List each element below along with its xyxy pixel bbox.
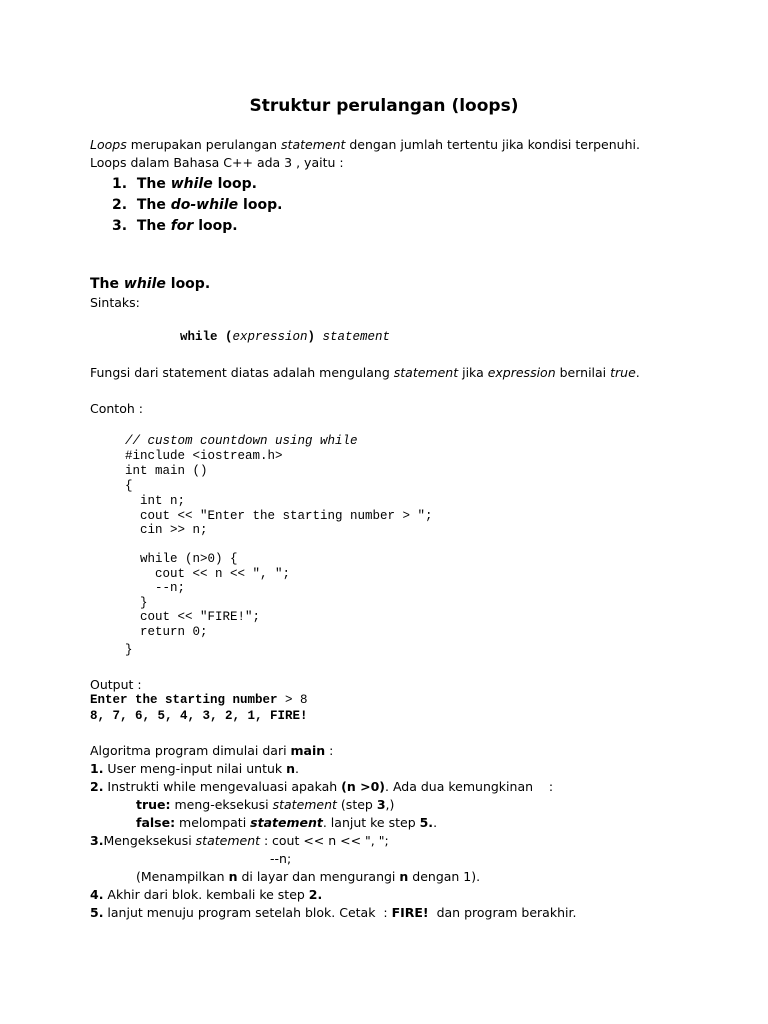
desc-statement-term: statement xyxy=(393,365,459,380)
code-line: } xyxy=(125,643,133,657)
step-text: Akhir dari blok. kembali ke step xyxy=(103,887,309,902)
syntax-label: Sintaks: xyxy=(90,295,140,310)
intro-text-a: merupakan perulangan xyxy=(126,137,282,152)
code-line: cin >> n; xyxy=(125,523,208,537)
loop-list-item-1 xyxy=(112,177,257,191)
algorithm-true-branch xyxy=(136,799,394,812)
step-text: . lanjut ke step xyxy=(322,815,420,830)
code-line: int main () xyxy=(125,464,208,478)
step-ref: 2. xyxy=(308,887,323,902)
algo-main-term: main xyxy=(290,743,326,758)
step-text: (Menampilkan xyxy=(136,869,229,884)
code-line: return 0; xyxy=(125,625,208,639)
output-input: > 8 xyxy=(277,693,308,707)
list-text: The xyxy=(136,176,171,192)
step-condition: (n >0) xyxy=(341,779,386,794)
code-line: while (n>0) { xyxy=(125,552,238,566)
desc-text: bernilai xyxy=(555,365,611,380)
code-line: cout << "FIRE!"; xyxy=(125,610,261,624)
list-number: 2. xyxy=(112,197,128,213)
list-text: loop. xyxy=(212,176,257,192)
step-text: User meng-input nilai untuk xyxy=(103,761,287,776)
code-line: cout << "Enter the starting number > "; xyxy=(125,509,433,523)
step-text: dengan 1). xyxy=(408,869,481,884)
step-var: n xyxy=(228,869,238,884)
list-number: 1. xyxy=(112,176,128,192)
code-line: } xyxy=(125,596,148,610)
algorithm-intro xyxy=(90,745,333,758)
step-text: . xyxy=(433,815,438,830)
heading-text: The xyxy=(90,276,124,292)
list-loop-name: for xyxy=(170,218,194,234)
step-text: ,) xyxy=(385,797,395,812)
step-var: n xyxy=(399,869,409,884)
section-heading xyxy=(90,277,210,291)
step-number: 4. xyxy=(90,887,104,902)
loop-list-item-3 xyxy=(112,219,238,233)
algorithm-step-3-code-2: --n; xyxy=(270,851,292,866)
step-number: 3. xyxy=(90,833,104,848)
output-line-2: 8, 7, 6, 5, 4, 3, 2, 1, FIRE! xyxy=(90,709,308,723)
list-text: loop. xyxy=(238,197,283,213)
heading-text: loop. xyxy=(165,276,211,292)
code-comment: // custom countdown using while xyxy=(125,434,358,448)
example-label: Contoh : xyxy=(90,401,143,416)
syntax-keyword: while ( xyxy=(180,330,233,344)
algorithm-step-3 xyxy=(90,835,268,848)
desc-expression-term: expression xyxy=(487,365,556,380)
step-text: : xyxy=(260,833,269,848)
algo-text: : xyxy=(325,743,334,758)
code-line: --n; xyxy=(125,581,186,595)
page-title: Struktur perulangan (loops) xyxy=(249,96,519,116)
intro-text-b: dengan jumlah tertentu jika kondisi terpenuhi. xyxy=(345,137,640,152)
step-statement-term: statement xyxy=(272,797,337,812)
code-line: #include <iostream.h> xyxy=(125,449,283,463)
code-line: cout << n << ", "; xyxy=(125,567,291,581)
desc-true-term: true xyxy=(610,365,636,380)
syntax-description xyxy=(90,367,640,380)
intro-line-1 xyxy=(90,139,640,152)
list-loop-name: do-while xyxy=(170,197,239,213)
output-label: Output : xyxy=(90,677,142,692)
list-text: The xyxy=(136,218,171,234)
step-number: 1. xyxy=(90,761,104,776)
syntax-line xyxy=(180,331,390,344)
code-line: int n; xyxy=(125,494,186,508)
step-text: lanjut menuju program setelah blok. Cetak : xyxy=(103,905,392,920)
algorithm-step-3-note xyxy=(136,871,480,884)
step-statement-term: statement xyxy=(250,815,323,830)
step-text: Instrukti while mengevaluasi apakah xyxy=(103,779,342,794)
algorithm-step-4 xyxy=(90,889,322,902)
step-text: melompati xyxy=(175,815,251,830)
syntax-statement: statement xyxy=(315,330,391,344)
true-label: true: xyxy=(136,797,171,812)
algo-text: Algoritma program dimulai dari xyxy=(90,743,291,758)
list-text: loop. xyxy=(193,218,238,234)
desc-text: Fungsi dari statement diatas adalah mengulang xyxy=(90,365,394,380)
step-text: di layar dan mengurangi xyxy=(237,869,400,884)
syntax-expression: expression xyxy=(232,330,308,344)
step-ref: 3 xyxy=(376,797,386,812)
algorithm-step-5 xyxy=(90,907,576,920)
step-number: 2. xyxy=(90,779,104,794)
step-text: dan program berakhir. xyxy=(428,905,577,920)
step-text: Mengeksekusi xyxy=(103,833,196,848)
step-var: n xyxy=(286,761,296,776)
list-number: 3. xyxy=(112,218,128,234)
output-prompt: Enter the starting number xyxy=(90,693,278,707)
intro-statement-term: statement xyxy=(281,137,346,152)
algorithm-step-3-code-1: cout << n << ", "; xyxy=(272,833,389,848)
intro-loops-term: Loops xyxy=(90,137,127,152)
false-label: false: xyxy=(136,815,176,830)
step-ref: 5. xyxy=(419,815,434,830)
step-statement-term: statement xyxy=(195,833,261,848)
heading-loop-name: while xyxy=(123,276,166,292)
algorithm-step-2 xyxy=(90,781,553,794)
list-text: The xyxy=(136,197,171,213)
intro-line-2: Loops dalam Bahasa C++ ada 3 , yaitu : xyxy=(90,155,344,170)
code-line: { xyxy=(125,479,133,493)
step-text: . Ada dua kemungkinan : xyxy=(385,779,554,794)
step-number: 5. xyxy=(90,905,104,920)
desc-text: jika xyxy=(458,365,488,380)
algorithm-false-branch xyxy=(136,817,437,830)
syntax-paren: ) xyxy=(307,330,316,344)
desc-text: . xyxy=(635,365,640,380)
step-text: (step xyxy=(336,797,377,812)
list-loop-name: while xyxy=(170,176,213,192)
step-text: meng-eksekusi xyxy=(170,797,273,812)
step-fire: FIRE! xyxy=(391,905,429,920)
algorithm-step-1 xyxy=(90,763,299,776)
output-line-1 xyxy=(90,694,308,707)
loop-list-item-2 xyxy=(112,198,282,212)
step-text: . xyxy=(295,761,299,776)
